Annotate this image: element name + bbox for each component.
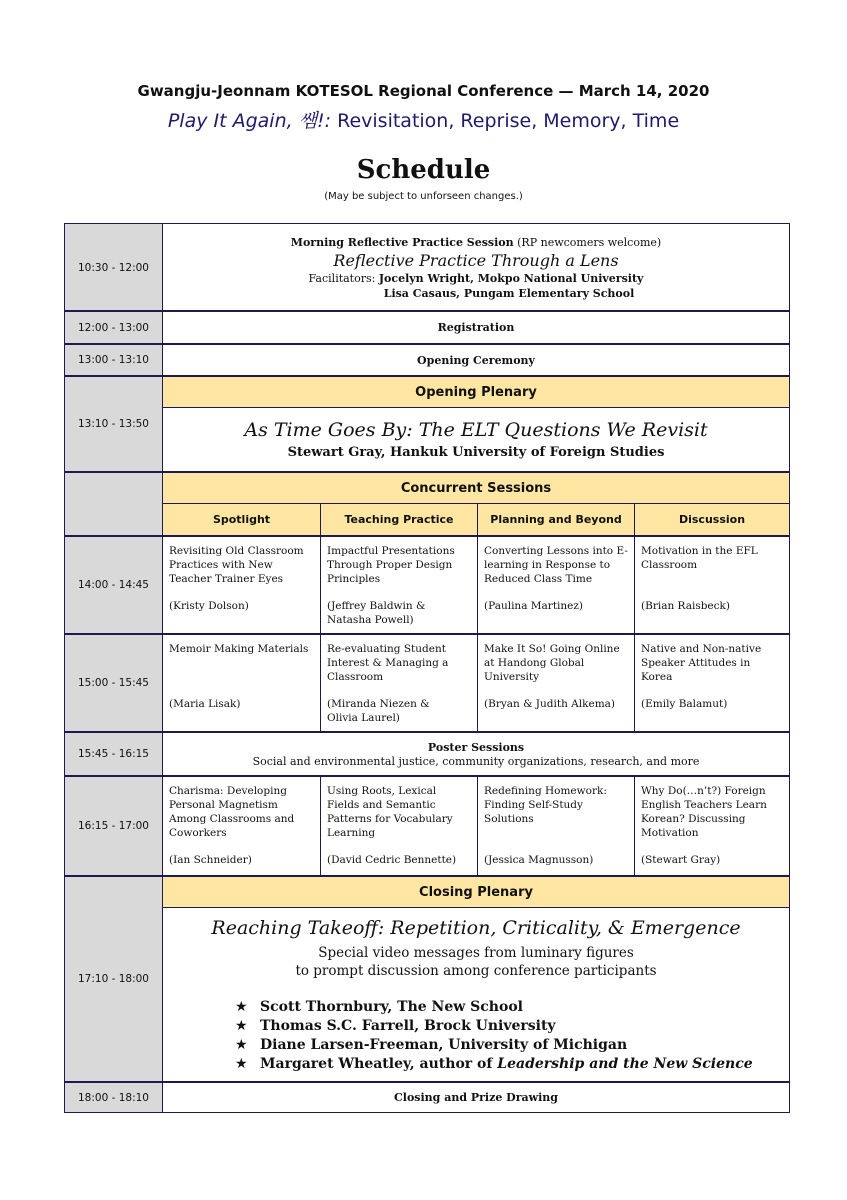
time-cell: 13:00 - 13:10 <box>65 345 163 375</box>
row-morning <box>65 224 789 311</box>
session-title: Converting Lessons into E-learning in Response to Reduced Class Time <box>484 545 628 585</box>
session-presenter: (Brian Raisbeck) <box>641 600 730 612</box>
opening-plenary-content <box>163 408 789 471</box>
morning-facilitators <box>309 272 644 285</box>
time-cell: 14:00 - 14:45 <box>65 537 163 633</box>
morning-title: Reflective Practice Through a Lens <box>333 250 619 270</box>
luminary-name: Diane Larsen-Freeman, University of Michigan <box>260 1037 628 1053</box>
session-title: Redefining Homework: Finding Self-Study Solutions <box>484 785 607 825</box>
session-title: Revisiting Old Classroom Practices with New Teacher Trainer Eyes <box>169 545 304 585</box>
closing-plenary-header: Closing Plenary <box>163 877 789 908</box>
session-presenter: (Maria Lisak) <box>169 698 241 710</box>
time-cell: 16:15 - 17:00 <box>65 777 163 875</box>
session-presenter: (Miranda Niezen & Olivia Laurel) <box>327 698 430 724</box>
track-spotlight: Spotlight <box>163 504 320 535</box>
star-icon: ★ <box>235 1018 248 1034</box>
session-cell <box>320 635 477 731</box>
session-cell <box>163 777 320 875</box>
session-title: Motivation in the EFL Classroom <box>641 545 758 571</box>
session-presenter: (Paulina Martinez) <box>484 600 584 612</box>
session-presenter: (Ian Schneider) <box>169 854 252 866</box>
track-teaching-practice: Teaching Practice <box>320 504 477 535</box>
session-presenter: (Kristy Dolson) <box>169 600 249 612</box>
morning-session-note: (RP newcomers welcome) <box>513 235 662 249</box>
opening-plenary-header: Opening Plenary <box>163 377 789 408</box>
row-closing <box>65 1083 789 1112</box>
session-title: Charisma: Developing Personal Magnetism Among Classrooms and Coworkers <box>169 785 295 839</box>
facilitator-1: Jocelyn Wright, Mokpo National University <box>378 271 644 285</box>
time-cell: 10:30 - 12:00 <box>65 224 163 311</box>
schedule-table <box>64 223 790 1113</box>
session-cell <box>477 537 634 633</box>
session-title: Re-evaluating Student Interest & Managing a Classroom <box>327 643 449 683</box>
theme-italic: Play It Again, 쌤!: <box>167 110 332 132</box>
luminary-name-prefix: Margaret Wheatley, author of <box>260 1056 498 1072</box>
row-block-1 <box>65 537 789 633</box>
schedule-note: (May be subject to unforseen changes.) <box>324 191 523 202</box>
page-title: Schedule <box>356 155 491 185</box>
session-title: Memoir Making Materials <box>169 643 309 655</box>
session-title: Using Roots, Lexical Fields and Semantic Patterns for Vocabulary Learning <box>327 785 453 839</box>
session-presenter: (Jessica Magnusson) <box>484 854 594 866</box>
time-cell: 15:45 - 16:15 <box>65 733 163 775</box>
luminary-list <box>235 998 753 1074</box>
time-cell: 17:10 - 18:00 <box>65 877 163 1081</box>
facilitators-label: Facilitators: <box>308 271 379 285</box>
luminary-item <box>235 1036 753 1055</box>
luminary-item <box>235 1017 753 1036</box>
session-title: Why Do(…n’t?) Foreign English Teachers Learn Korean? Discussing Motivation <box>641 785 767 839</box>
concurrent-header: Concurrent Sessions <box>163 473 789 504</box>
row-opening-ceremony <box>65 345 789 375</box>
facilitator-2: Lisa Casaus, Pungam Elementary School <box>383 286 635 300</box>
star-icon: ★ <box>235 1037 248 1053</box>
opening-plenary-speaker: Stewart Gray, Hankuk University of Foreign Studies <box>287 445 665 460</box>
conference-title: Gwangju-Jeonnam KOTESOL Regional Conference — March 14, 2020 <box>137 82 710 100</box>
star-icon: ★ <box>235 999 248 1015</box>
session-cell <box>477 635 634 731</box>
closing-plenary-content <box>163 908 789 1081</box>
closing-label: Closing and Prize Drawing <box>394 1091 558 1104</box>
session-cell <box>634 635 789 731</box>
session-title: Impactful Presentations Through Proper Design Principles <box>327 545 455 585</box>
luminary-name: Scott Thornbury, The New School <box>260 999 523 1015</box>
morning-session <box>163 224 789 311</box>
time-cell: 15:00 - 15:45 <box>65 635 163 731</box>
theme-rest: Revisitation, Reprise, Memory, Time <box>331 110 680 132</box>
star-icon: ★ <box>235 1056 248 1072</box>
luminary-name: Thomas S.C. Farrell, Brock University <box>260 1018 556 1034</box>
row-concurrent-header <box>65 473 789 535</box>
session-presenter: (David Cedric Bennette) <box>327 854 457 866</box>
time-cell-empty <box>65 473 163 535</box>
morning-line1 <box>291 236 661 249</box>
closing-plenary-sub2: to prompt discussion among conference participants <box>295 963 657 979</box>
session-presenter: (Emily Balamut) <box>641 698 728 710</box>
luminary-item <box>235 1055 753 1074</box>
row-block-3 <box>65 777 789 875</box>
row-registration <box>65 312 789 343</box>
track-planning-beyond: Planning and Beyond <box>477 504 634 535</box>
closing-plenary-title: Reaching Takeoff: Repetition, Criticality, & Emergence <box>211 917 741 939</box>
session-cell <box>163 635 320 731</box>
opening-ceremony-label: Opening Ceremony <box>417 353 535 367</box>
luminary-item <box>235 998 753 1017</box>
row-closing-plenary <box>65 877 789 1081</box>
session-cell <box>477 777 634 875</box>
registration-label: Registration <box>437 321 515 334</box>
session-cell <box>320 537 477 633</box>
row-opening-plenary <box>65 377 789 471</box>
session-presenter: (Jeffrey Baldwin & Natasha Powell) <box>327 600 426 626</box>
session-presenter: (Bryan & Judith Alkema) <box>484 698 616 710</box>
row-block-2 <box>65 635 789 731</box>
poster-sessions <box>163 733 789 775</box>
time-cell: 12:00 - 13:00 <box>65 312 163 343</box>
session-cell <box>320 777 477 875</box>
closing-plenary-sub1: Special video messages from luminary figures <box>318 945 634 961</box>
session-title: Make It So! Going Online at Handong Global University <box>484 643 620 683</box>
track-discussion: Discussion <box>634 504 789 535</box>
session-presenter: (Stewart Gray) <box>641 854 721 866</box>
session-cell <box>634 777 789 875</box>
morning-session-label: Morning Reflective Practice Session <box>290 235 514 249</box>
time-cell: 13:10 - 13:50 <box>65 377 163 471</box>
session-cell <box>634 537 789 633</box>
luminary-book: Leadership and the New Science <box>497 1056 753 1072</box>
conference-theme <box>0 106 847 133</box>
session-cell <box>163 537 320 633</box>
poster-desc: Social and environmental justice, community organizations, research, and more <box>252 754 700 768</box>
time-cell: 18:00 - 18:10 <box>65 1083 163 1112</box>
opening-plenary-title: As Time Goes By: The ELT Questions We Revisit <box>244 419 708 441</box>
row-poster <box>65 733 789 775</box>
poster-label: Poster Sessions <box>427 740 525 754</box>
session-title: Native and Non-native Speaker Attitudes in Korea <box>641 643 762 683</box>
